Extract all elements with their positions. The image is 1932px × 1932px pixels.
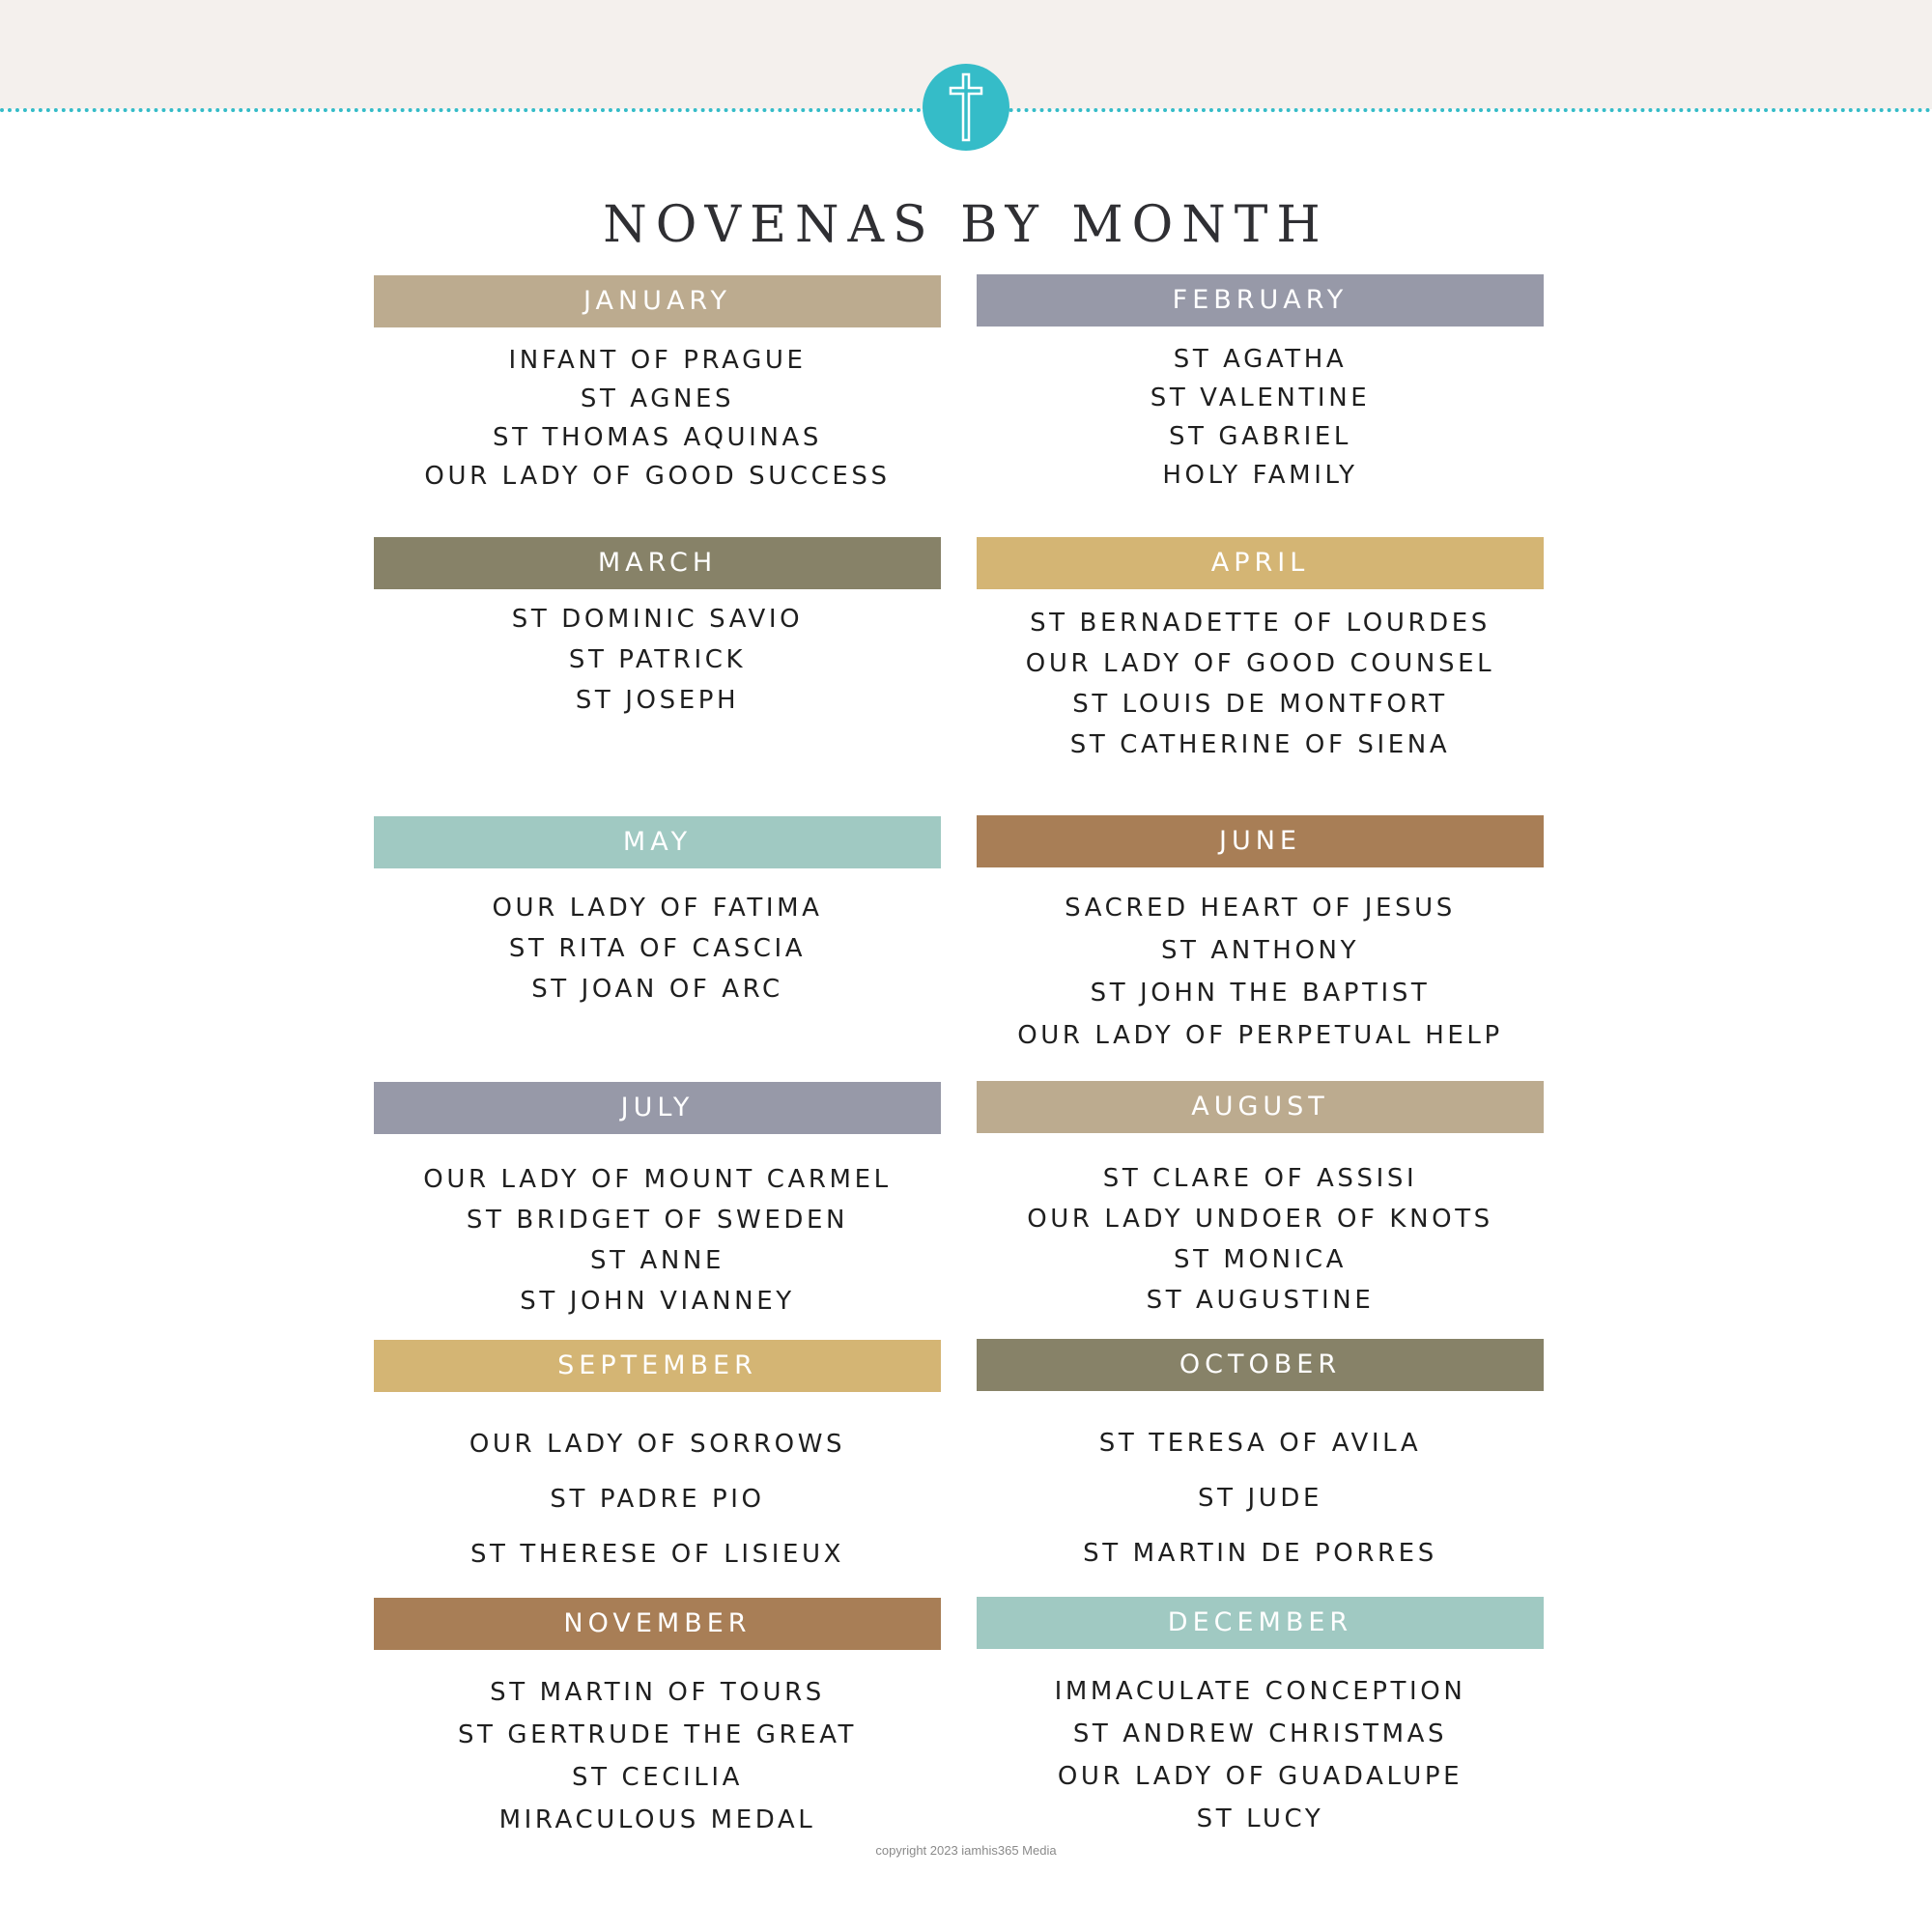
novena-item: ST DOMINIC SAVIO [511, 605, 804, 634]
novena-item: OUR LADY OF GOOD SUCCESS [424, 462, 891, 491]
month-june [977, 815, 1544, 1057]
month-header: OCTOBER [977, 1339, 1544, 1391]
novena-item: ST TERESA OF AVILA [1098, 1429, 1422, 1458]
month-header: AUGUST [977, 1081, 1544, 1133]
novena-item: ST AGNES [580, 384, 735, 413]
novena-item: ST MONICA [1173, 1245, 1347, 1274]
novena-item: ST BERNADETTE OF LOURDES [1030, 609, 1491, 638]
novena-item: ST JOSEPH [575, 686, 740, 715]
novena-item: OUR LADY OF MOUNT CARMEL [423, 1165, 892, 1194]
novena-item: ST JOHN THE BAPTIST [1090, 979, 1431, 1008]
cross-icon [923, 64, 1009, 151]
novena-item: ST THERESE OF LISIEUX [469, 1540, 845, 1569]
novena-item: ST GERTRUDE THE GREAT [457, 1720, 858, 1749]
month-january [374, 275, 941, 496]
novena-item: ST MARTIN DE PORRES [1083, 1539, 1437, 1568]
novena-list [374, 1134, 941, 1321]
novena-item: OUR LADY OF GUADALUPE [1057, 1762, 1463, 1791]
novena-item: ST PATRICK [568, 645, 747, 674]
month-april [977, 537, 1544, 765]
cross-badge [923, 64, 1009, 151]
novena-item: ST BRIDGET OF SWEDEN [466, 1206, 849, 1235]
novena-item: ST VALENTINE [1150, 384, 1371, 412]
month-march [374, 537, 941, 721]
month-header: JUNE [977, 815, 1544, 867]
novena-list [977, 327, 1544, 495]
novena-item: ST JOAN OF ARC [531, 975, 783, 1004]
month-header: SEPTEMBER [374, 1340, 941, 1392]
novena-item: ST PADRE PIO [550, 1485, 765, 1514]
novena-item: ST AUGUSTINE [1146, 1286, 1375, 1315]
novena-item: ST LUCY [1196, 1804, 1324, 1833]
month-september [374, 1340, 941, 1582]
novena-item: ST THOMAS AQUINAS [493, 423, 822, 452]
novena-item: OUR LADY UNDOER OF KNOTS [1027, 1205, 1493, 1234]
novena-item: ST JOHN VIANNEY [520, 1287, 795, 1316]
novena-item: ST CECILIA [572, 1763, 743, 1792]
novena-item: ST CATHERINE OF SIENA [1069, 730, 1451, 759]
novena-list [374, 868, 941, 1009]
novena-list [977, 1133, 1544, 1321]
novena-list [374, 589, 941, 721]
page-title: NOVENAS BY MONTH [603, 195, 1329, 254]
novena-item: OUR LADY OF SORROWS [469, 1430, 846, 1459]
novena-item: ST ANTHONY [1160, 936, 1360, 965]
month-header: DECEMBER [977, 1597, 1544, 1649]
novena-list [977, 1391, 1544, 1581]
novena-item: ST LOUIS DE MONTFORT [1072, 690, 1448, 719]
novena-item: OUR LADY OF FATIMA [492, 894, 823, 923]
month-header: JANUARY [374, 275, 941, 327]
month-header: JULY [374, 1082, 941, 1134]
novena-list [977, 867, 1544, 1057]
novena-item: MIRACULOUS MEDAL [498, 1805, 816, 1834]
month-october [977, 1339, 1544, 1581]
month-november [374, 1598, 941, 1841]
novena-item: ST AGATHA [1173, 345, 1348, 374]
novena-item: ST ANDREW CHRISTMAS [1072, 1719, 1448, 1748]
novena-item: ST ANNE [590, 1246, 724, 1275]
month-header: APRIL [977, 537, 1544, 589]
novena-item: HOLY FAMILY [1162, 461, 1358, 490]
month-february [977, 274, 1544, 495]
month-header: NOVEMBER [374, 1598, 941, 1650]
novena-list [374, 1392, 941, 1582]
novena-item: INFANT OF PRAGUE [508, 346, 807, 375]
novena-item: SACRED HEART OF JESUS [1065, 894, 1456, 923]
novena-item: ST RITA OF CASCIA [508, 934, 807, 963]
month-may [374, 816, 941, 1009]
month-december [977, 1597, 1544, 1840]
novena-list [977, 1649, 1544, 1840]
month-header: MARCH [374, 537, 941, 589]
month-july [374, 1082, 941, 1321]
novena-list [374, 327, 941, 496]
month-august [977, 1081, 1544, 1321]
copyright-notice: copyright 2023 iamhis365 Media [875, 1843, 1057, 1858]
novena-item: ST CLARE OF ASSISI [1102, 1164, 1418, 1193]
novena-item: OUR LADY OF PERPETUAL HELP [1017, 1021, 1503, 1050]
month-header: FEBRUARY [977, 274, 1544, 327]
novena-item: OUR LADY OF GOOD COUNSEL [1025, 649, 1495, 678]
novena-list [374, 1650, 941, 1841]
novena-item: ST JUDE [1198, 1484, 1322, 1513]
novena-item: ST GABRIEL [1168, 422, 1352, 451]
novena-item: ST MARTIN OF TOURS [490, 1678, 825, 1707]
month-header: MAY [374, 816, 941, 868]
novena-list [977, 589, 1544, 765]
novena-item: IMMACULATE CONCEPTION [1054, 1677, 1466, 1706]
